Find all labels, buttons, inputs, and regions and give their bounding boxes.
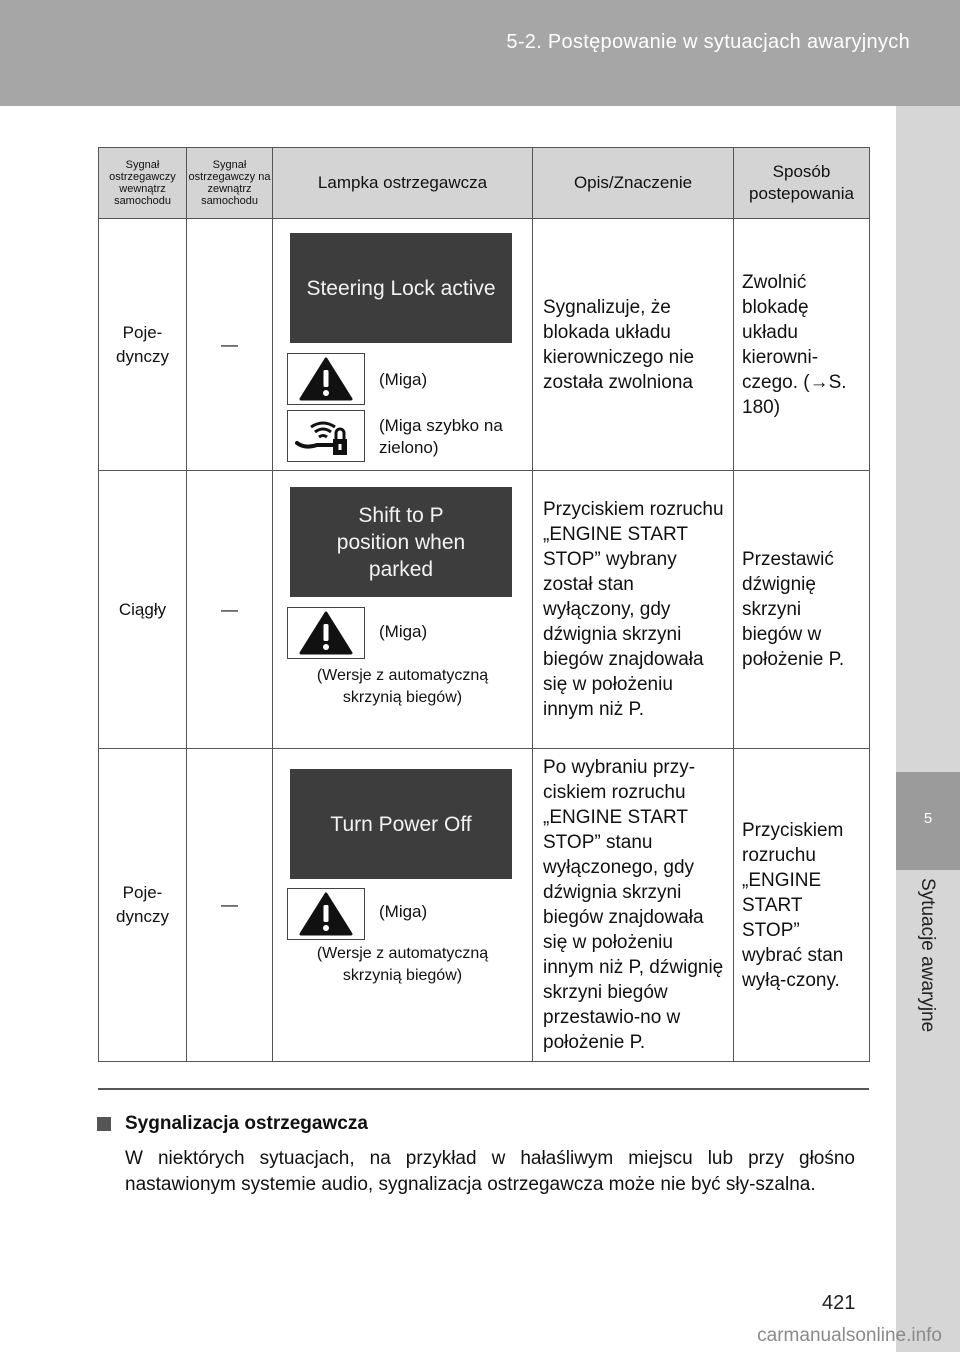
- watermark: carmanualsonline.info: [757, 1325, 942, 1346]
- variant-note: (Wersje z automatyczną skrzynią biegów): [316, 667, 489, 706]
- description: Sygnalizuje, że blokada układu kierowniczego nie została zwolniona: [533, 219, 734, 471]
- variant-note: (Wersje z automatyczną skrzynią biegów): [316, 945, 489, 984]
- page-number: 421: [822, 1292, 856, 1314]
- outside-signal: —: [187, 471, 273, 749]
- header-desc: Opis/Znaczenie: [533, 148, 734, 219]
- table-row: [99, 471, 870, 749]
- display-screen: [290, 487, 512, 597]
- section-title: 5-2. Postępowanie w sytuacjach awaryjnych: [506, 31, 910, 53]
- description: Przyciskiem rozruchu „ENGINE START STOP” wybrany został stan wyłączony, gdy dźwignia skrzyni biegów znajdowała się w położeniu innym niż P.: [533, 471, 734, 749]
- header-action: Sposób postepowania: [734, 148, 870, 219]
- action: Przyciskiem rozruchu „ENGINE START STOP” wybrać stan wyłą-czony.: [734, 749, 870, 1062]
- table-header-row: [99, 148, 870, 219]
- screen-text: Shift to P position when parked: [336, 503, 466, 581]
- outside-signal: —: [187, 219, 273, 471]
- section-heading: Sygnalizacja ostrzegawcza: [125, 1113, 368, 1134]
- square-bullet-icon: [97, 1117, 111, 1131]
- table-row: [99, 219, 870, 471]
- warning-triangle-icon: [287, 607, 365, 659]
- display-screen: [290, 769, 512, 879]
- lamp-cell: [273, 749, 533, 1062]
- icon-state-label: (Miga): [379, 370, 428, 389]
- outside-signal: —: [187, 749, 273, 1062]
- side-strip: [896, 106, 960, 1352]
- header-lamp: Lampka ostrzegawcza: [273, 148, 533, 219]
- divider-line: [98, 1088, 869, 1090]
- lamp-cell: [273, 219, 533, 471]
- chapter-number: 5: [923, 810, 933, 827]
- icon-state-label: (Miga): [379, 622, 428, 641]
- screen-text: Turn Power Off: [330, 812, 472, 836]
- warning-triangle-icon: [287, 888, 365, 940]
- steering-lock-icon: [287, 410, 365, 462]
- warning-triangle-icon: [287, 353, 365, 405]
- inside-signal: Poje-dynczy: [99, 749, 187, 1062]
- inside-signal: Poje-dynczy: [99, 219, 187, 471]
- icon-state-label: (Miga szybko na zielono): [379, 416, 503, 457]
- lamp-cell: [273, 471, 533, 749]
- warning-table: [98, 147, 870, 1062]
- description: Po wybraniu przy-ciskiem rozruchu „ENGINE START STOP” stanu wyłączonego, gdy dźwignia skrzyni biegów znajdowała się w położeniu innym niż P, dźwignię skrzyni biegów przestawio-no w położenie P.: [533, 749, 734, 1062]
- table-row: [99, 749, 870, 1062]
- header-inside: Sygnał ostrzegawczy wewnątrz samochodu: [99, 148, 187, 219]
- chapter-label: Sytuacje awaryjne: [917, 878, 938, 1033]
- section-paragraph: W niektórych sytuacjach, na przykład w hałaśliwym miejscu lub przy głośno nastawionym systemie audio, sygnalizacja ostrzegawcza może nie być sły-szalna.: [125, 1148, 855, 1195]
- header-outside: Sygnał ostrzegawczy na zewnątrz samochodu: [187, 148, 273, 219]
- action: Przestawić dźwignię skrzyni biegów w położenie P.: [734, 471, 870, 749]
- display-screen: [290, 233, 512, 343]
- action: Zwolnić blokadę układu kierowni-czego. (→S. 180): [734, 219, 870, 471]
- inside-signal: Ciągły: [99, 471, 187, 749]
- screen-text: Steering Lock active: [306, 276, 496, 300]
- icon-state-label: (Miga): [379, 902, 428, 921]
